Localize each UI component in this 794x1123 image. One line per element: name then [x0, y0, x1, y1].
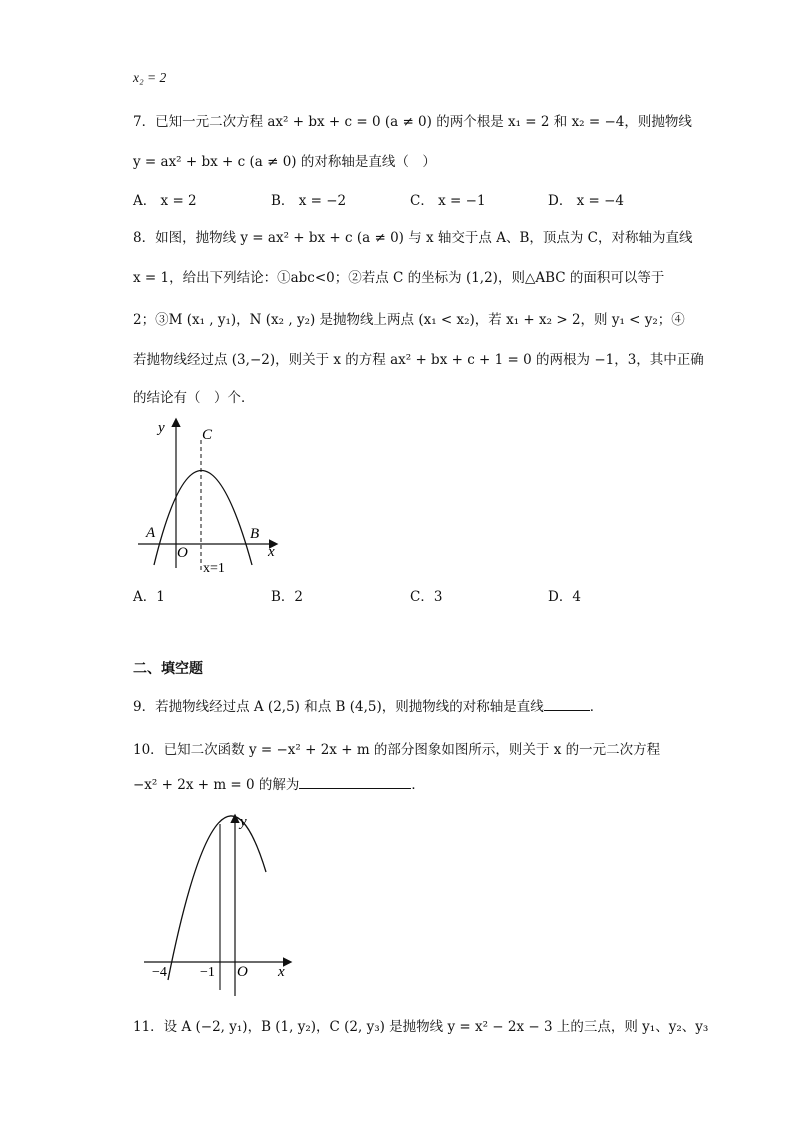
q7-option-c: C． x = −1 — [410, 193, 486, 209]
label-minus-4: −4 — [152, 965, 167, 980]
question-10-stem-2 — [133, 774, 425, 795]
question-8-stem-2: x = 1，给出下列结论：①abc<0；②若点 C 的坐标为 (1,2)，则△ABC 的面积可以等于 — [133, 270, 665, 286]
label-b: B — [250, 526, 260, 542]
q7-option-d: D． x = −4 — [548, 193, 625, 209]
label-a: A — [146, 525, 156, 541]
question-7-stem-cont: y = ax² + bx + c (a ≠ 0) 的对称轴是直线（ ） — [133, 154, 436, 170]
question-10-text: −x² + 2x + m = 0 的解为 — [133, 777, 300, 793]
label-o: O — [237, 964, 248, 980]
q8-option-c: C．3 — [410, 589, 443, 605]
q7-option-b: B． x = −2 — [271, 193, 347, 209]
question-8-stem-3: 2；③M (x₁ , y₁)，N (x₂ , y₂) 是抛物线上两点 (x₁ < x₂)，若 x₁ + x₂ > 2，则 y₁ < y₂；④ — [133, 312, 685, 328]
label-x: x — [268, 544, 275, 560]
q7-option-a: A． x = 2 — [133, 193, 197, 209]
question-9-text: 9．若抛物线经过点 A (2,5) 和点 B (4,5)，则抛物线的对称轴是直线 — [133, 699, 544, 715]
parabola-curve — [168, 816, 266, 980]
q8-option-a: A．1 — [133, 589, 165, 605]
question-10-end: ． — [411, 777, 425, 793]
figure-q8-parabola — [130, 410, 290, 585]
label-c: C — [202, 427, 213, 443]
section-title: 二、填空题 — [133, 661, 203, 677]
question-9 — [133, 696, 603, 717]
answer-blank — [544, 696, 590, 711]
text-line: x₂ = 2 — [133, 70, 167, 85]
q8-option-b: B．2 — [271, 589, 304, 605]
label-o: O — [177, 545, 188, 561]
label-y: y — [158, 420, 165, 436]
label-y: y — [240, 814, 247, 830]
figure-q10-parabola — [140, 810, 300, 1000]
label-x: x — [278, 964, 285, 980]
label-axis: x=1 — [203, 561, 225, 576]
parabola-curve — [154, 471, 252, 566]
question-8-stem-5: 的结论有（ ）个． — [133, 390, 255, 406]
question-8-stem: 8．如图，抛物线 y = ax² + bx + c (a ≠ 0) 与 x 轴交于点 A、B，顶点为 C，对称轴为直线 — [133, 230, 693, 246]
answer-blank — [299, 774, 411, 789]
q8-option-d: D．4 — [548, 589, 581, 605]
label-minus-1: −1 — [200, 965, 215, 980]
question-10-stem: 10．已知二次函数 y = −x² + 2x + m 的部分图象如图所示，则关于 x 的一元二次方程 — [133, 742, 661, 758]
question-8-stem-4: 若抛物线经过点 (3,−2)，则关于 x 的方程 ax² + bx + c + 1 = 0 的两根为 −1，3，其中正确 — [133, 352, 704, 368]
question-11-stem: 11．设 A (−2, y₁)，B (1, y₂)，C (2, y₃) 是抛物线 y = x² − 2x − 3 上的三点，则 y₁、y₂、y₃ — [133, 1019, 709, 1035]
question-7-stem: 7．已知一元二次方程 ax² + bx + c = 0 (a ≠ 0) 的两个根是 x₁ = 2 和 x₂ = −4，则抛物线 — [133, 114, 692, 130]
question-9-end: ． — [589, 699, 604, 715]
